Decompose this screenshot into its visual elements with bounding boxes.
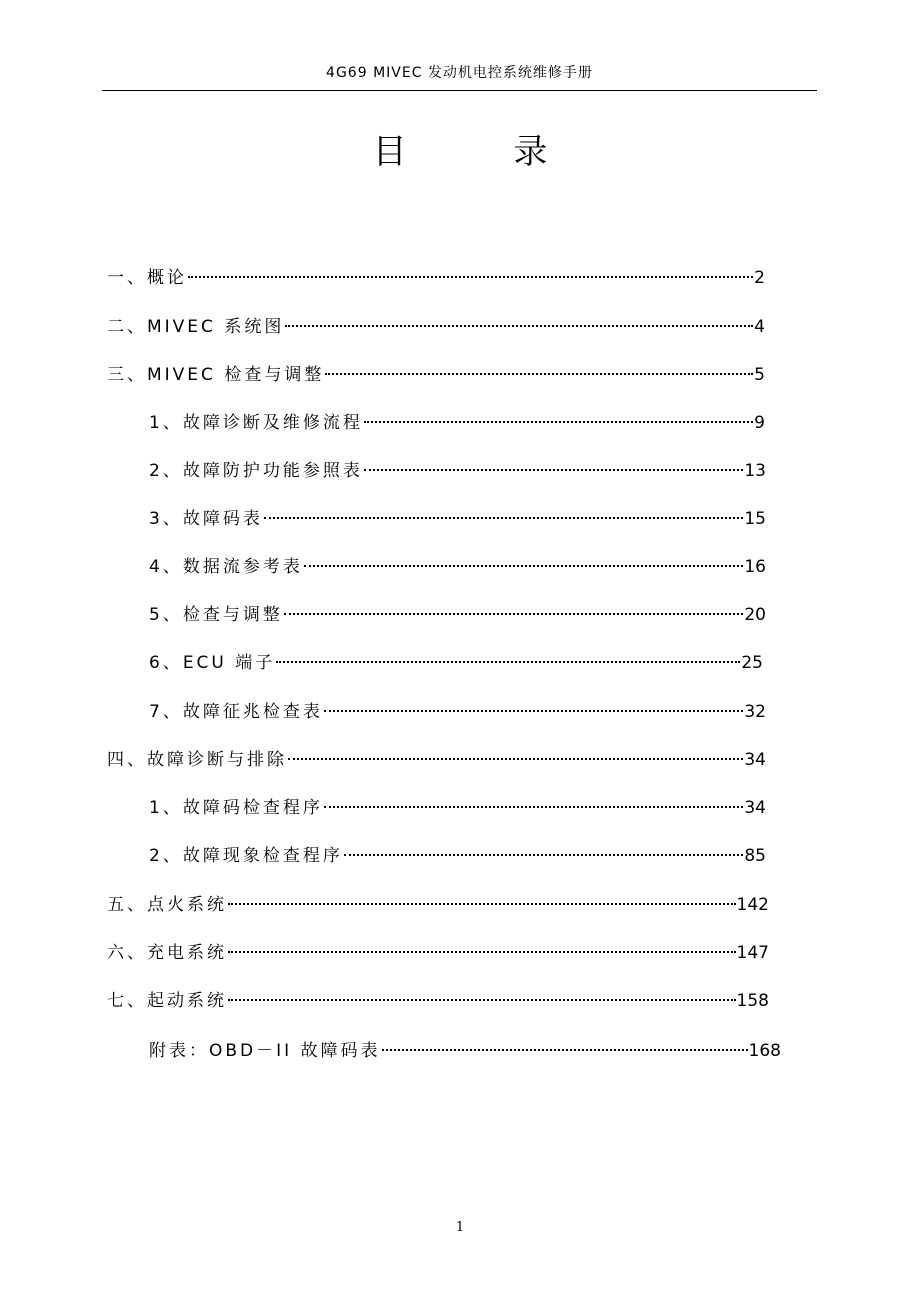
toc-entry[interactable] <box>107 362 765 388</box>
toc-entry[interactable] <box>149 602 766 628</box>
toc-entry-page: 13 <box>744 461 766 481</box>
toc-entry[interactable] <box>107 892 769 918</box>
toc-entry[interactable] <box>107 988 769 1014</box>
toc-entry-label: 四、故障诊断与排除 <box>107 750 287 770</box>
toc-entry[interactable] <box>107 265 765 291</box>
toc-entry-page: 34 <box>744 798 766 818</box>
toc-leader-dots <box>325 373 753 375</box>
toc-entry[interactable] <box>107 747 766 773</box>
toc-entry-page: 168 <box>748 1041 781 1061</box>
toc-entry[interactable] <box>149 699 766 725</box>
toc-leader-dots <box>382 1049 748 1051</box>
toc-entry-label: 一、概论 <box>107 268 187 288</box>
toc-entry-label: 1、故障码检查程序 <box>149 798 323 818</box>
toc-entry[interactable] <box>149 650 763 676</box>
toc-entry-label: 附表：OBD－II 故障码表 <box>149 1041 381 1061</box>
toc-entry[interactable] <box>149 458 766 484</box>
toc-entry-page: 2 <box>754 268 765 288</box>
toc-entry[interactable] <box>107 314 765 340</box>
toc-entry-label: 三、MIVEC 检查与调整 <box>107 365 325 385</box>
running-header: 4G69 MIVEC 发动机电控系统维修手册 <box>102 62 817 91</box>
toc-leader-dots <box>344 854 744 856</box>
toc-entry-page: 34 <box>744 750 766 770</box>
toc-leader-dots <box>228 951 736 953</box>
toc-leader-dots <box>264 517 744 519</box>
toc-leader-dots <box>304 565 744 567</box>
page-title: 目 录 <box>372 132 596 172</box>
toc-entry-page: 142 <box>736 895 769 915</box>
toc-entry-page: 9 <box>754 413 765 433</box>
toc-entry-page: 25 <box>741 653 763 673</box>
toc-entry[interactable] <box>149 795 766 821</box>
toc-entry-label: 5、检查与调整 <box>149 605 283 625</box>
toc-leader-dots <box>364 469 744 471</box>
toc-entry-page: 147 <box>736 943 769 963</box>
toc-leader-dots <box>324 710 744 712</box>
toc-leader-dots <box>276 661 740 663</box>
toc-leader-dots <box>228 999 736 1001</box>
toc-entry-label: 七、起动系统 <box>107 991 227 1011</box>
page-number: 1 <box>455 1220 465 1235</box>
toc-entry-label: 二、MIVEC 系统图 <box>107 317 285 337</box>
toc-entry-page: 15 <box>744 509 766 529</box>
toc-entry-label: 6、ECU 端子 <box>149 653 276 673</box>
toc-entry-page: 85 <box>744 846 766 866</box>
toc-leader-dots <box>188 276 753 278</box>
toc-leader-dots <box>288 758 743 760</box>
toc-entry-label: 1、故障诊断及维修流程 <box>149 413 363 433</box>
toc-entry-label: 六、充电系统 <box>107 943 227 963</box>
toc-entry-label: 3、故障码表 <box>149 509 263 529</box>
toc-entry-label: 7、故障征兆检查表 <box>149 702 323 722</box>
toc-leader-dots <box>324 806 744 808</box>
toc-entry-label: 2、故障防护功能参照表 <box>149 461 363 481</box>
toc-entry-label: 五、点火系统 <box>107 895 227 915</box>
toc-entry[interactable] <box>149 410 765 436</box>
toc-entry[interactable] <box>149 554 766 580</box>
toc-entry[interactable] <box>149 1038 781 1064</box>
toc-entry-page: 16 <box>744 557 766 577</box>
toc-entry-page: 5 <box>754 365 765 385</box>
toc-entry[interactable] <box>149 506 766 532</box>
toc-entry-label: 2、故障现象检查程序 <box>149 846 343 866</box>
toc-entry-page: 4 <box>754 317 765 337</box>
toc-entry-label: 4、数据流参考表 <box>149 557 303 577</box>
toc-entry-page: 32 <box>744 702 766 722</box>
toc-leader-dots <box>364 421 753 423</box>
toc-leader-dots <box>284 613 744 615</box>
toc-leader-dots <box>285 325 753 327</box>
toc-entry[interactable] <box>107 940 769 966</box>
toc-entry-page: 20 <box>744 605 766 625</box>
toc-entry-page: 158 <box>736 991 769 1011</box>
toc-leader-dots <box>228 903 736 905</box>
toc-entry[interactable] <box>149 843 766 869</box>
